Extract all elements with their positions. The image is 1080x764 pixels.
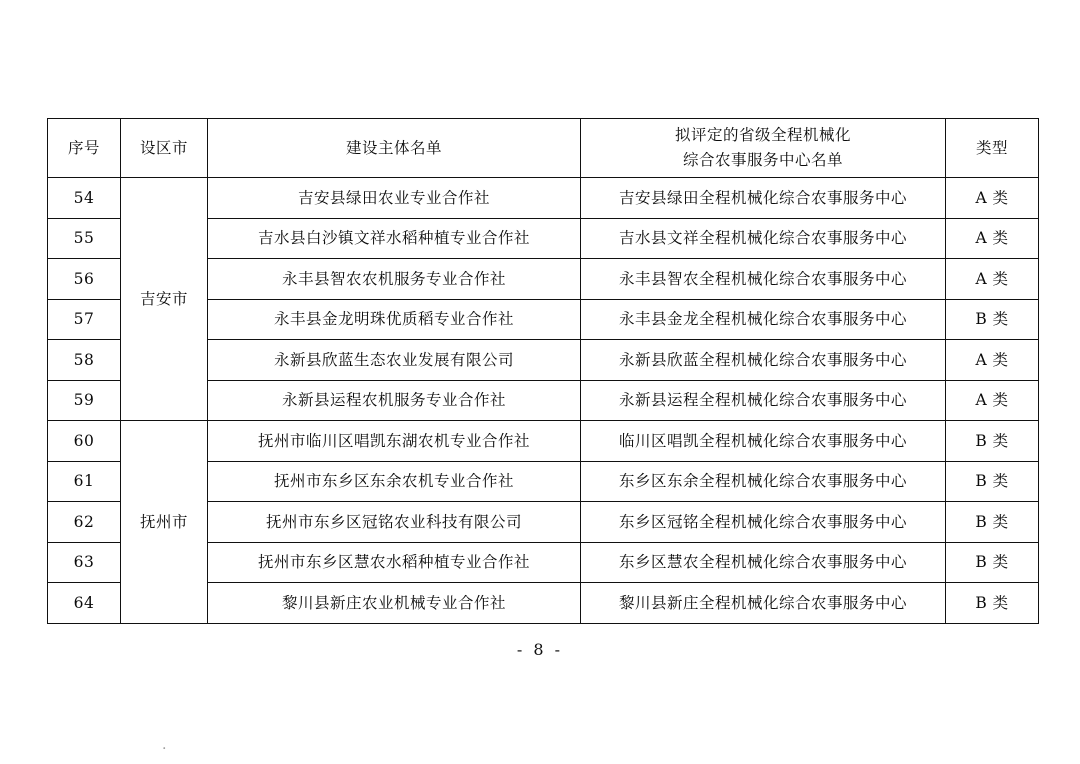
cell-seq: 57 xyxy=(48,299,121,340)
cell-center: 永新县欣蓝全程机械化综合农事服务中心 xyxy=(581,340,946,381)
cell-type: A 类 xyxy=(946,259,1039,300)
table-row xyxy=(48,421,1039,462)
cell-main-body: 永新县欣蓝生态农业发展有限公司 xyxy=(208,340,581,381)
column-header-center xyxy=(581,119,946,178)
column-header-center-line2: 综合农事服务中心名单 xyxy=(682,151,843,169)
cell-center: 永丰县金龙全程机械化综合农事服务中心 xyxy=(581,299,946,340)
cell-center: 永丰县智农全程机械化综合农事服务中心 xyxy=(581,259,946,300)
column-header-city: 设区市 xyxy=(121,119,208,178)
cell-seq: 54 xyxy=(48,178,121,219)
cell-main-body: 抚州市东乡区冠铭农业科技有限公司 xyxy=(208,502,581,543)
cell-seq: 56 xyxy=(48,259,121,300)
column-header-seq: 序号 xyxy=(48,119,121,178)
cell-center: 东乡区冠铭全程机械化综合农事服务中心 xyxy=(581,502,946,543)
table-container xyxy=(47,118,1033,624)
cell-center: 吉安县绿田全程机械化综合农事服务中心 xyxy=(581,178,946,219)
cell-center: 东乡区慧农全程机械化综合农事服务中心 xyxy=(581,542,946,583)
cell-seq: 61 xyxy=(48,461,121,502)
cell-main-body: 吉安县绿田农业专业合作社 xyxy=(208,178,581,219)
cell-center: 吉水县文祥全程机械化综合农事服务中心 xyxy=(581,218,946,259)
cell-main-body: 吉水县白沙镇文祥水稻种植专业合作社 xyxy=(208,218,581,259)
cell-main-body: 永新县运程农机服务专业合作社 xyxy=(208,380,581,421)
cell-main-body: 黎川县新庄农业机械专业合作社 xyxy=(208,583,581,624)
cell-seq: 59 xyxy=(48,380,121,421)
cell-type: A 类 xyxy=(946,178,1039,219)
cell-seq: 55 xyxy=(48,218,121,259)
table-row xyxy=(48,178,1039,219)
cell-center: 黎川县新庄全程机械化综合农事服务中心 xyxy=(581,583,946,624)
column-header-type: 类型 xyxy=(946,119,1039,178)
cell-seq: 62 xyxy=(48,502,121,543)
cell-seq: 64 xyxy=(48,583,121,624)
cell-center: 东乡区东余全程机械化综合农事服务中心 xyxy=(581,461,946,502)
cell-main-body: 永丰县金龙明珠优质稻专业合作社 xyxy=(208,299,581,340)
cell-main-body: 抚州市东乡区东余农机专业合作社 xyxy=(208,461,581,502)
cell-seq: 58 xyxy=(48,340,121,381)
stray-mark: . xyxy=(162,737,167,753)
cell-seq: 63 xyxy=(48,542,121,583)
cell-type: B 类 xyxy=(946,583,1039,624)
cell-center: 临川区唱凯全程机械化综合农事服务中心 xyxy=(581,421,946,462)
service-center-table xyxy=(47,118,1039,624)
column-header-center-line1: 拟评定的省级全程机械化 xyxy=(674,126,851,145)
cell-main-body: 抚州市东乡区慧农水稻种植专业合作社 xyxy=(208,542,581,583)
table-header xyxy=(48,119,1039,178)
cell-center: 永新县运程全程机械化综合农事服务中心 xyxy=(581,380,946,421)
cell-seq: 60 xyxy=(48,421,121,462)
table-header-row xyxy=(48,119,1039,178)
cell-type: A 类 xyxy=(946,340,1039,381)
cell-type: B 类 xyxy=(946,502,1039,543)
cell-type: A 类 xyxy=(946,380,1039,421)
cell-type: B 类 xyxy=(946,421,1039,462)
cell-type: B 类 xyxy=(946,299,1039,340)
cell-type: B 类 xyxy=(946,461,1039,502)
cell-type: B 类 xyxy=(946,542,1039,583)
cell-main-body: 永丰县智农农机服务专业合作社 xyxy=(208,259,581,300)
cell-city-group: 抚州市 xyxy=(121,421,208,624)
table-body xyxy=(48,178,1039,624)
cell-type: A 类 xyxy=(946,218,1039,259)
column-header-main-body: 建设主体名单 xyxy=(208,119,581,178)
cell-main-body: 抚州市临川区唱凯东湖农机专业合作社 xyxy=(208,421,581,462)
cell-city-group: 吉安市 xyxy=(121,178,208,421)
page-number: - 8 - xyxy=(516,640,564,659)
